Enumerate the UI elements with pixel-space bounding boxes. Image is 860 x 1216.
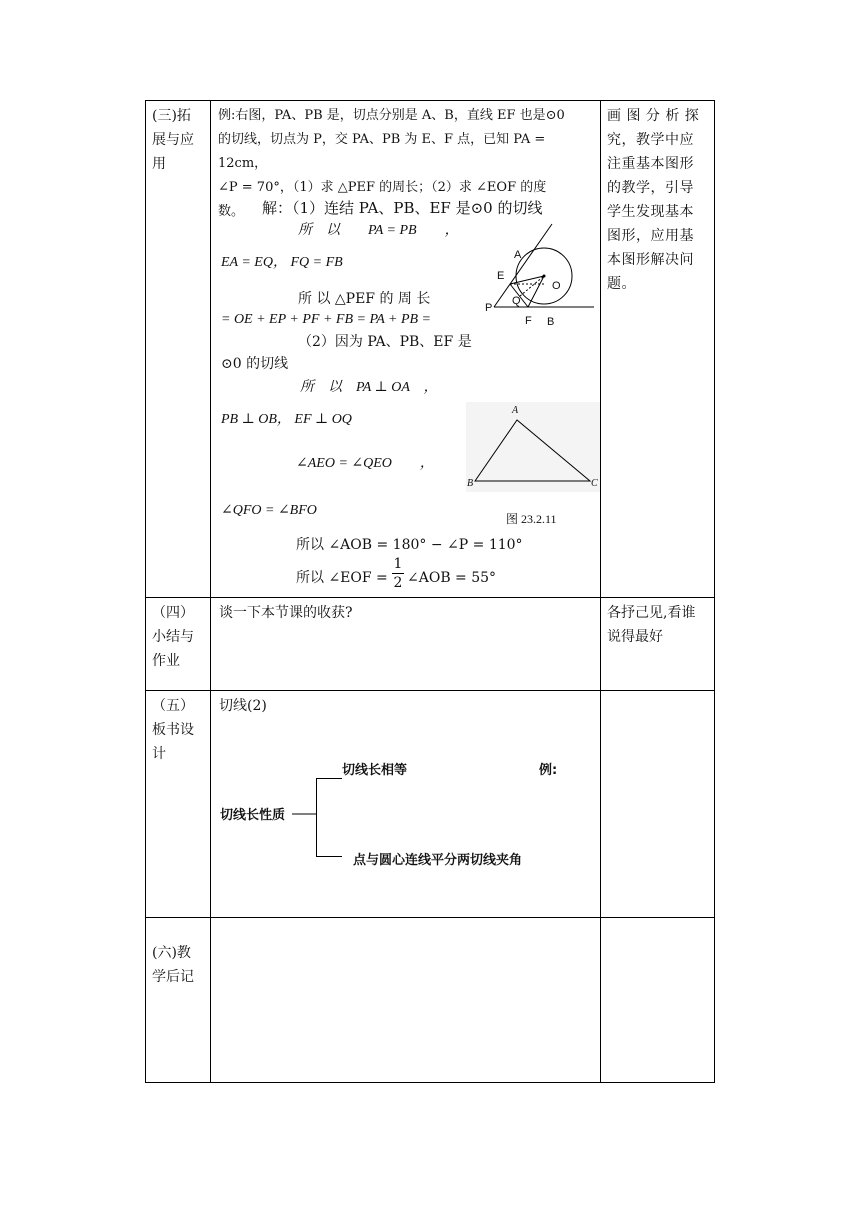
board-branch-bottom: 点与圆心连线平分两切线夹角 [353, 853, 523, 868]
figure-label: A [514, 249, 522, 261]
figure-label: E [497, 270, 505, 282]
solution-line: 解：（1）连结 PA、PB、EF 是⊙0 的切线 [262, 199, 543, 217]
solution-line: EA = EQ， FQ = FB [221, 255, 343, 270]
example-problem: 例:右图，PA、PB 是，切点分别是 A、B，直线 EF 也是⊙0 的切线，切点为 P，交 PA、PB 为 E、F 点，已知 PA = 12cm， ∠P = 70°，（1）求 △PEF 的周长；（2）求 ∠EOF 的度 数。 [218, 108, 565, 219]
section-label-expand: (三)拓 展与应 用 [152, 108, 194, 172]
figure-label: O [552, 280, 561, 292]
solution-line: ⊙0 的切线 [221, 356, 289, 372]
solution-line: 所 以 △PEF 的 周 长 [298, 291, 431, 307]
summary-notes: 各抒己见,看谁 说得最好 [607, 605, 696, 645]
figure-caption: 图 23.2.11 [506, 512, 557, 526]
solution-line: PB ⊥ OB， EF ⊥ OQ [221, 412, 352, 427]
triangle-vertex-label: A [512, 405, 519, 416]
fraction-denominator: 2 [393, 575, 403, 591]
summary-prompt: 谈一下本节课的收获? [219, 605, 353, 621]
section-label-reflection: (六)教 学后记 [152, 945, 194, 985]
teaching-notes: 画 图 分 析 探 究，教学中应 注重基本图形 的教学，引导 学生发现基本 图形，应用基 本图形解决问 题。 [607, 108, 700, 292]
figure-label: B [547, 316, 555, 328]
solution-line: 所以 ∠AOB = 180° − ∠P = 110° [296, 537, 523, 553]
solution-line: ∠QFO = ∠BFO [221, 503, 317, 518]
solution-line: （2）因为 PA、PB、EF 是 [298, 334, 472, 350]
board-branch-top: 切线长相等 [342, 763, 408, 778]
triangle-vertex-label: C [591, 478, 598, 489]
figure-label: F [525, 315, 532, 327]
solution-line: ∠AEO = ∠QEO ， [296, 456, 434, 471]
figure-label: Q [512, 295, 521, 307]
solution-line: 所 以 PA ⊥ OA ， [300, 380, 438, 395]
section-label-board: （五） 板书设 计 [152, 698, 194, 762]
solution-line: 所以 ∠EOF = [296, 570, 388, 586]
solution-line: = OE + EP + PF + FB = PA + PB = [221, 312, 431, 327]
triangle-vertex-label: B [467, 478, 474, 489]
fraction-numerator: 1 [393, 556, 403, 572]
board-example: 例: [539, 763, 558, 778]
figure-label: P [485, 302, 493, 314]
board-title: 切线(2) [219, 698, 267, 714]
board-root-term: 切线长性质 [220, 808, 286, 823]
section-label-summary: （四） 小结与 作业 [152, 605, 194, 669]
solution-line: ∠AOB = 55° [407, 570, 497, 586]
solution-line: 所 以 PA = PB ， [298, 223, 459, 238]
